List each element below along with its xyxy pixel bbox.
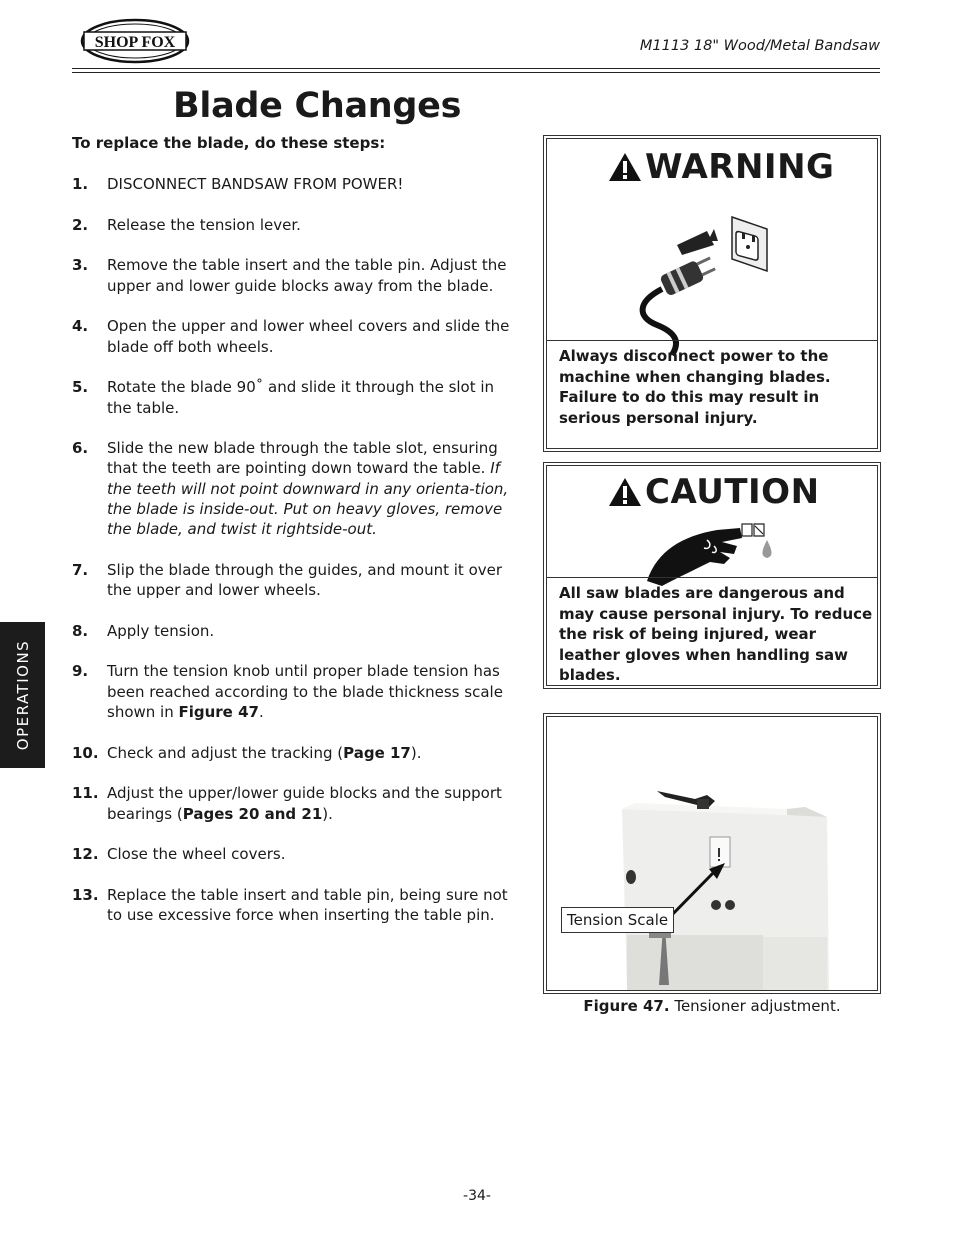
warning-title-text: WARNING (645, 147, 835, 187)
header-rule-thin (72, 72, 880, 73)
step-number: 10. (72, 743, 99, 762)
step-number: 12. (72, 845, 99, 864)
page-title: Blade Changes (173, 86, 462, 126)
step-number: 5. (72, 378, 89, 397)
page-number: -34- (463, 1188, 491, 1204)
header-rule (72, 68, 880, 69)
tension-scale-callout: Tension Scale (561, 907, 674, 933)
page-reference: Pages 20 and 21 (182, 804, 323, 823)
step-note: If the teeth will not point downward in any orienta-tion, the blade is inside-out. Put on heavy gloves, remove the blade, and twist it rightside-out. (107, 459, 509, 539)
figure-47-inner (546, 716, 878, 991)
warning-text: Always disconnect power to the machine when changing blades. Failure to do this may result in serious personal injury. (547, 340, 877, 448)
figure-47 (543, 713, 881, 994)
step-number: 11. (72, 784, 99, 803)
figure-reference: Figure 47 (178, 703, 259, 722)
step-number: 13. (72, 885, 99, 904)
bandsaw-tensioner-photo (547, 717, 877, 990)
figure-caption (543, 997, 881, 1015)
step-number: 7. (72, 560, 89, 579)
step-text: Turn the tension knob until proper blade tension has been reached according to the blade thickness scale shown in (107, 662, 503, 722)
warning-title (607, 147, 834, 187)
svg-text:SHOP FOX: SHOP FOX (94, 34, 176, 51)
step-item (72, 560, 522, 601)
caution-triangle-icon (607, 476, 643, 508)
step-number: 2. (72, 215, 89, 234)
step-text-group (107, 743, 522, 763)
step-text: Remove the table insert and the table pin. Adjust the upper and lower guide blocks away from the blade. (107, 256, 507, 295)
page-reference: Page 17 (343, 743, 411, 762)
caution-box (543, 462, 881, 689)
figure-caption-label: Figure 47. (583, 997, 670, 1015)
step-text: Release the tension lever. (107, 215, 301, 234)
step-item (72, 215, 522, 235)
step-item (72, 661, 522, 722)
step-text: Rotate the blade 90˚ and slide it through the slot in the table. (107, 378, 495, 417)
caution-title-text: CAUTION (645, 472, 820, 512)
step-number: 8. (72, 621, 89, 640)
step-item (72, 844, 522, 864)
warning-box (543, 135, 881, 452)
step-text: Slip the blade through the guides, and mount it over the upper and lower wheels. (107, 560, 503, 600)
unplug-cord-icon (632, 207, 782, 357)
step-item (72, 316, 522, 357)
step-text: Replace the table insert and table pin, being sure not to use excessive force when inserting the table pin. (107, 885, 508, 924)
step-number: 4. (72, 317, 89, 336)
step-text: DISCONNECT BANDSAW FROM POWER! (107, 175, 404, 194)
caution-box-inner (546, 465, 878, 686)
step-text-end: ). (322, 804, 333, 823)
warning-triangle-icon (607, 151, 643, 183)
step-item (72, 438, 522, 539)
intro-text: To replace the blade, do these steps: (72, 134, 386, 152)
step-number: 9. (72, 662, 89, 681)
step-item (72, 783, 522, 824)
shop-fox-logo (80, 18, 190, 64)
step-text-end: . (258, 703, 264, 722)
step-number: 1. (72, 175, 89, 194)
step-text-group (107, 661, 522, 722)
document-title: M1113 18" Wood/Metal Bandsaw (639, 38, 880, 54)
step-item (72, 621, 522, 641)
step-item (72, 174, 522, 194)
step-item (72, 743, 522, 763)
step-text: Check and adjust the tracking ( (107, 743, 344, 762)
figure-caption-text: Tensioner adjustment. (669, 997, 841, 1015)
step-number: 6. (72, 439, 89, 458)
step-text-group (107, 783, 522, 824)
step-text: Adjust the upper/lower guide blocks and the support bearings ( (107, 784, 502, 823)
caution-title (607, 472, 820, 512)
section-tab-label: OPERATIONS (13, 639, 32, 751)
step-text: Close the wheel covers. (107, 845, 286, 864)
step-number: 3. (72, 256, 89, 275)
step-item (72, 377, 522, 418)
instructions (72, 133, 522, 946)
step-item (72, 885, 522, 926)
warning-box-inner (546, 138, 878, 449)
step-text-group (107, 438, 522, 539)
step-item (72, 255, 522, 296)
step-text: Slide the new blade through the table slot, ensuring that the teeth are pointing down toward the table. (107, 439, 498, 478)
step-text: Apply tension. (107, 621, 215, 640)
step-text-end: ). (410, 743, 422, 762)
section-tab (0, 622, 45, 768)
caution-text: All saw blades are dangerous and may cause personal injury. To reduce the risk of being injured, wear leather gloves when handling saw blades. (547, 577, 877, 685)
step-text: Open the upper and lower wheel covers and slide the blade off both wheels. (107, 317, 510, 356)
